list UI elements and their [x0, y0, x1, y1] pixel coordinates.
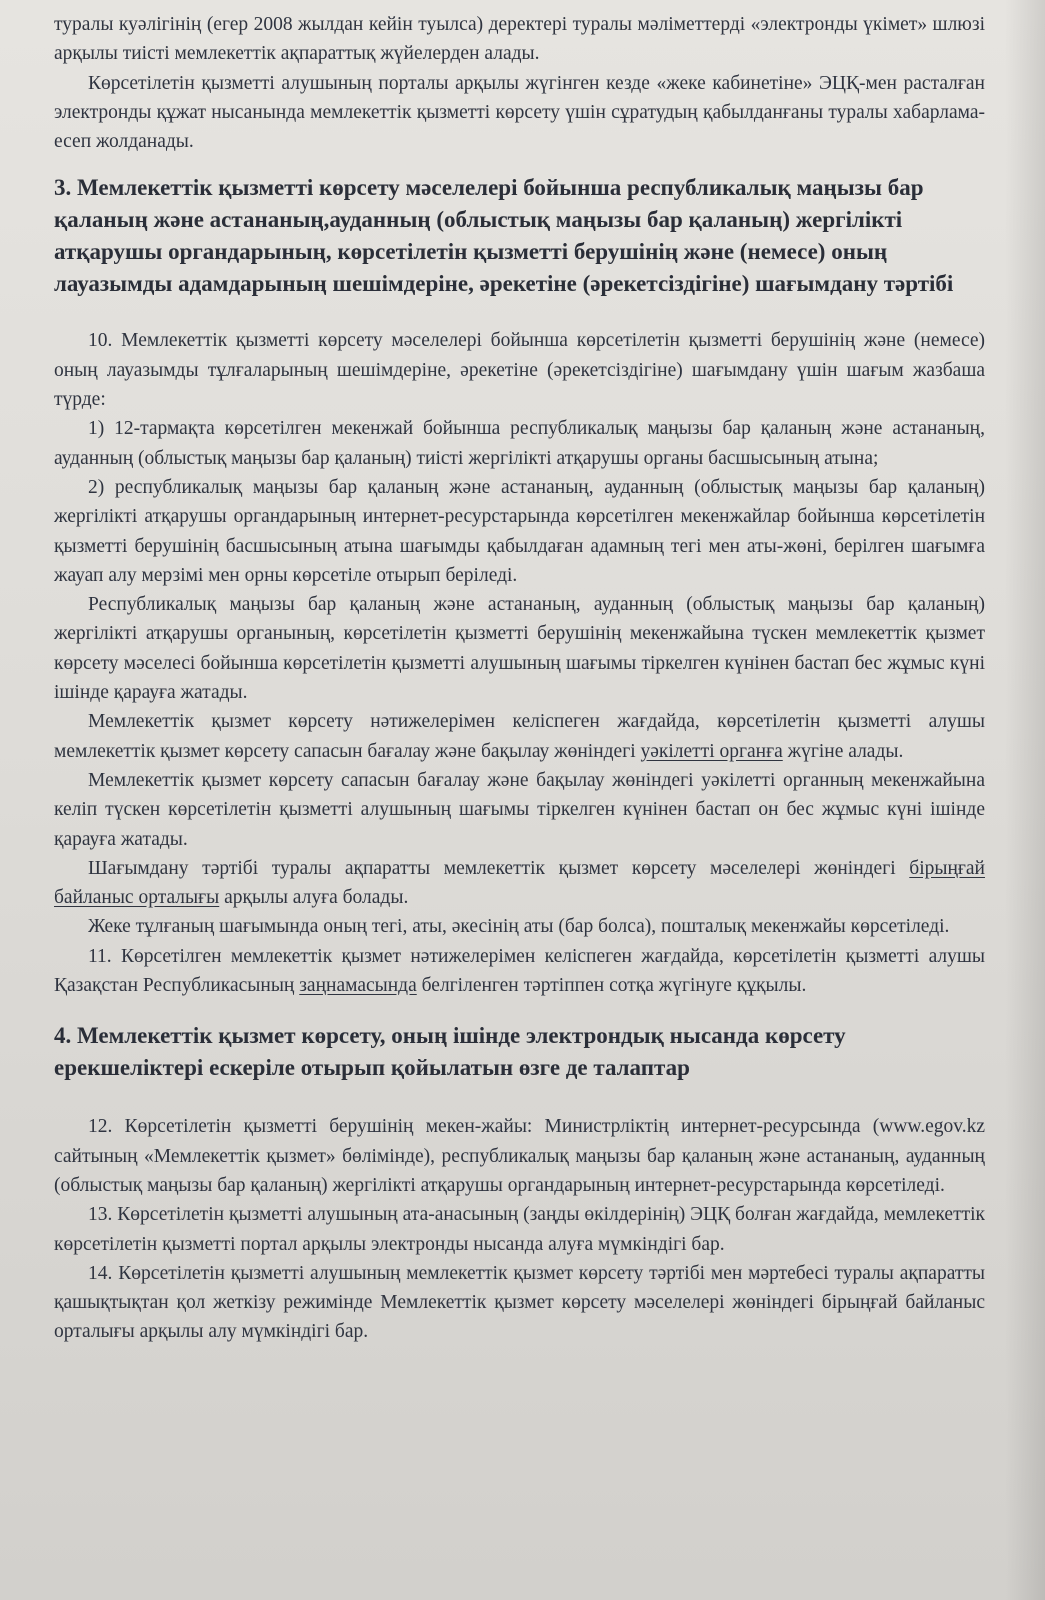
- paragraph-disagree-text: Мемлекеттік қызмет көрсету нәтижелерімен келіспеген жағдайда, көрсетілетін қызметті алушы мемлекеттік қызмет көрсету сапасын бағалау және бақылау жөніндегі: [54, 711, 985, 762]
- section-3-heading: 3. Мемлекеттік қызметті көрсету мәселелері бойынша республикалық маңызы бар қаланың және астананың,ауданның (облыстық маңызы бар қаланың) жергілікті атқарушы органдарының, көрсетілетін қызметті берушінің және (немесе) оның лауазымды адамдарының шешімдеріне, әрекетіне (әрекетсіздігіне) шағымдану тәртібі: [54, 175, 954, 297]
- paragraph-person: Жеке тұлғаның шағымында оның тегі, аты, әкесінің аты (бар болса), пошталық мекенжайы көрсетіледі.: [88, 916, 950, 938]
- paragraph-top-1: туралы куәлігінің (егер 2008 жылдан кейін туылса) деректері туралы мәліметтерді «электронды үкімет» шлюзі арқылы тиісті мемлекеттік ақпараттық жүйелерден алады.: [54, 14, 985, 65]
- list-item-1: 1) 12-тармақта көрсетілген мекенжай бойынша республикалық маңызы бар қаланың және астананың, ауданның (облыстық маңызы бар қаланың) тиісті жергілікті атқарушы органы басшысының атына;: [54, 418, 985, 469]
- paragraph-11-text: 11. Көрсетілген мемлекеттік қызмет нәтижелерімен келіспеген жағдайда, көрсетілетін қызметті алушы Қазақстан Республикасының: [54, 945, 985, 997]
- authorized-body-link: уәкілетті органға: [640, 740, 783, 762]
- paragraph-14: 14. Көрсетілетін қызметті алушының мемлекеттік қызмет көрсету тәртібі мен мәртебесі туралы ақпаратты қашықтықтан қол жеткізу режимінде Мемлекеттік қызмет көрсету мәселелері жөніндегі бірыңғай байланыс орталығы арқылы алу мүмкіндігі бар.: [54, 1262, 985, 1343]
- paragraph-disagree: [54, 707, 985, 766]
- paragraph-10: 10. Мемлекеттік қызметті көрсету мәселелері бойынша көрсетілетін қызметті берушінің және (немесе) оның лауазымды тұлғаларының шешімдеріне, әрекетіне (әрекетсіздігіне) шағымдану үшін шағым жазбаша түрде:: [54, 330, 985, 411]
- paragraph-info-tail: арқылы алуға болады.: [219, 887, 409, 909]
- paragraph-11-tail: белгіленген тәртіппен сотқа жүгінуге құқылы.: [416, 975, 807, 997]
- paragraph-13: 13. Көрсетілетін қызметті алушының ата-анасының (заңды өкілдерінің) ЭЦҚ болған жағдайда, мемлекеттік көрсетілетін қызметті портал арқылы электронды нысанда алуға мүмкіндігі бар.: [54, 1204, 985, 1255]
- paragraph-local-authority: Республикалық маңызы бар қаланың және астананың, ауданның (облыстық маңызы бар қаланың) жергілікті атқарушы органының, көрсетілетін қызметті берушінің мекенжайына түскен мемлекеттік қызмет көрсету мәселесі бойынша көрсетілетін қызметті алушының шағымы тіркелген күнінен бастап бес жұмыс күні ішінде қарауға жатады.: [54, 594, 985, 704]
- paragraph-top-2: Көрсетілетін қызметті алушының порталы арқылы жүгінген кезде «жеке кабинетіне» ЭЦҚ-мен расталған электронды құжат нысанында мемлекеттік қызметті көрсету үшін сұратудың қабылданғаны туралы хабарлама-есеп жолданады.: [54, 72, 985, 153]
- paragraph-info-text: Шағымдану тәртібі туралы ақпаратты мемлекеттік қызмет көрсету мәселелері жөніндегі: [88, 857, 910, 879]
- page-shadow: [1005, 0, 1045, 1600]
- paragraph-12: 12. Көрсетілетін қызметті берушінің мекен-жайы: Министрліктің интернет-ресурсында (www.egov.kz сайтының «Мемлекеттік қызмет» бөлімінде), республикалық маңызы бар қаланың және астананың, ауданның (облыстық маңызы бар қаланың) жергілікті атқарушы органдарының интернет-ресурстарында көрсетіледі.: [54, 1116, 985, 1196]
- paragraph-info: [54, 854, 985, 913]
- paragraph-disagree-tail: жүгіне алады.: [782, 740, 904, 762]
- section-4-heading: 4. Мемлекеттік қызмет көрсету, оның ішінде электрондық нысанда көрсету ерекшеліктері ескеріле отырып қойылатын өзге де талаптар: [54, 1023, 846, 1081]
- contact-center-link: бірыңғай байланыс орталығы: [54, 857, 985, 909]
- list-item-2: 2) республикалық маңызы бар қаланың және астананың, ауданның (облыстық маңызы бар қаланың) жергілікті атқарушы органдарының интернет-ресурстарында көрсетілген мекенжайлар бойынша көрсетілетін қызметті берушінің басшысының атына шағымды қабылдаған адамның тегі мен аты-жөні, берілген шағымға жауап алу мерзімі мен орны көрсетіле отырып беріледі.: [54, 476, 985, 586]
- legislation-link: заңнамасында: [299, 975, 417, 997]
- paragraph-authorized-body: Мемлекеттік қызмет көрсету сапасын бағалау және бақылау жөніндегі уәкілетті органның мекенжайына келіп түскен көрсетілетін қызметті алушының шағымы тіркелген күнінен бастап он бес жұмыс күні ішінде қарауға жатады.: [54, 769, 985, 850]
- paragraph-11: [54, 942, 985, 1001]
